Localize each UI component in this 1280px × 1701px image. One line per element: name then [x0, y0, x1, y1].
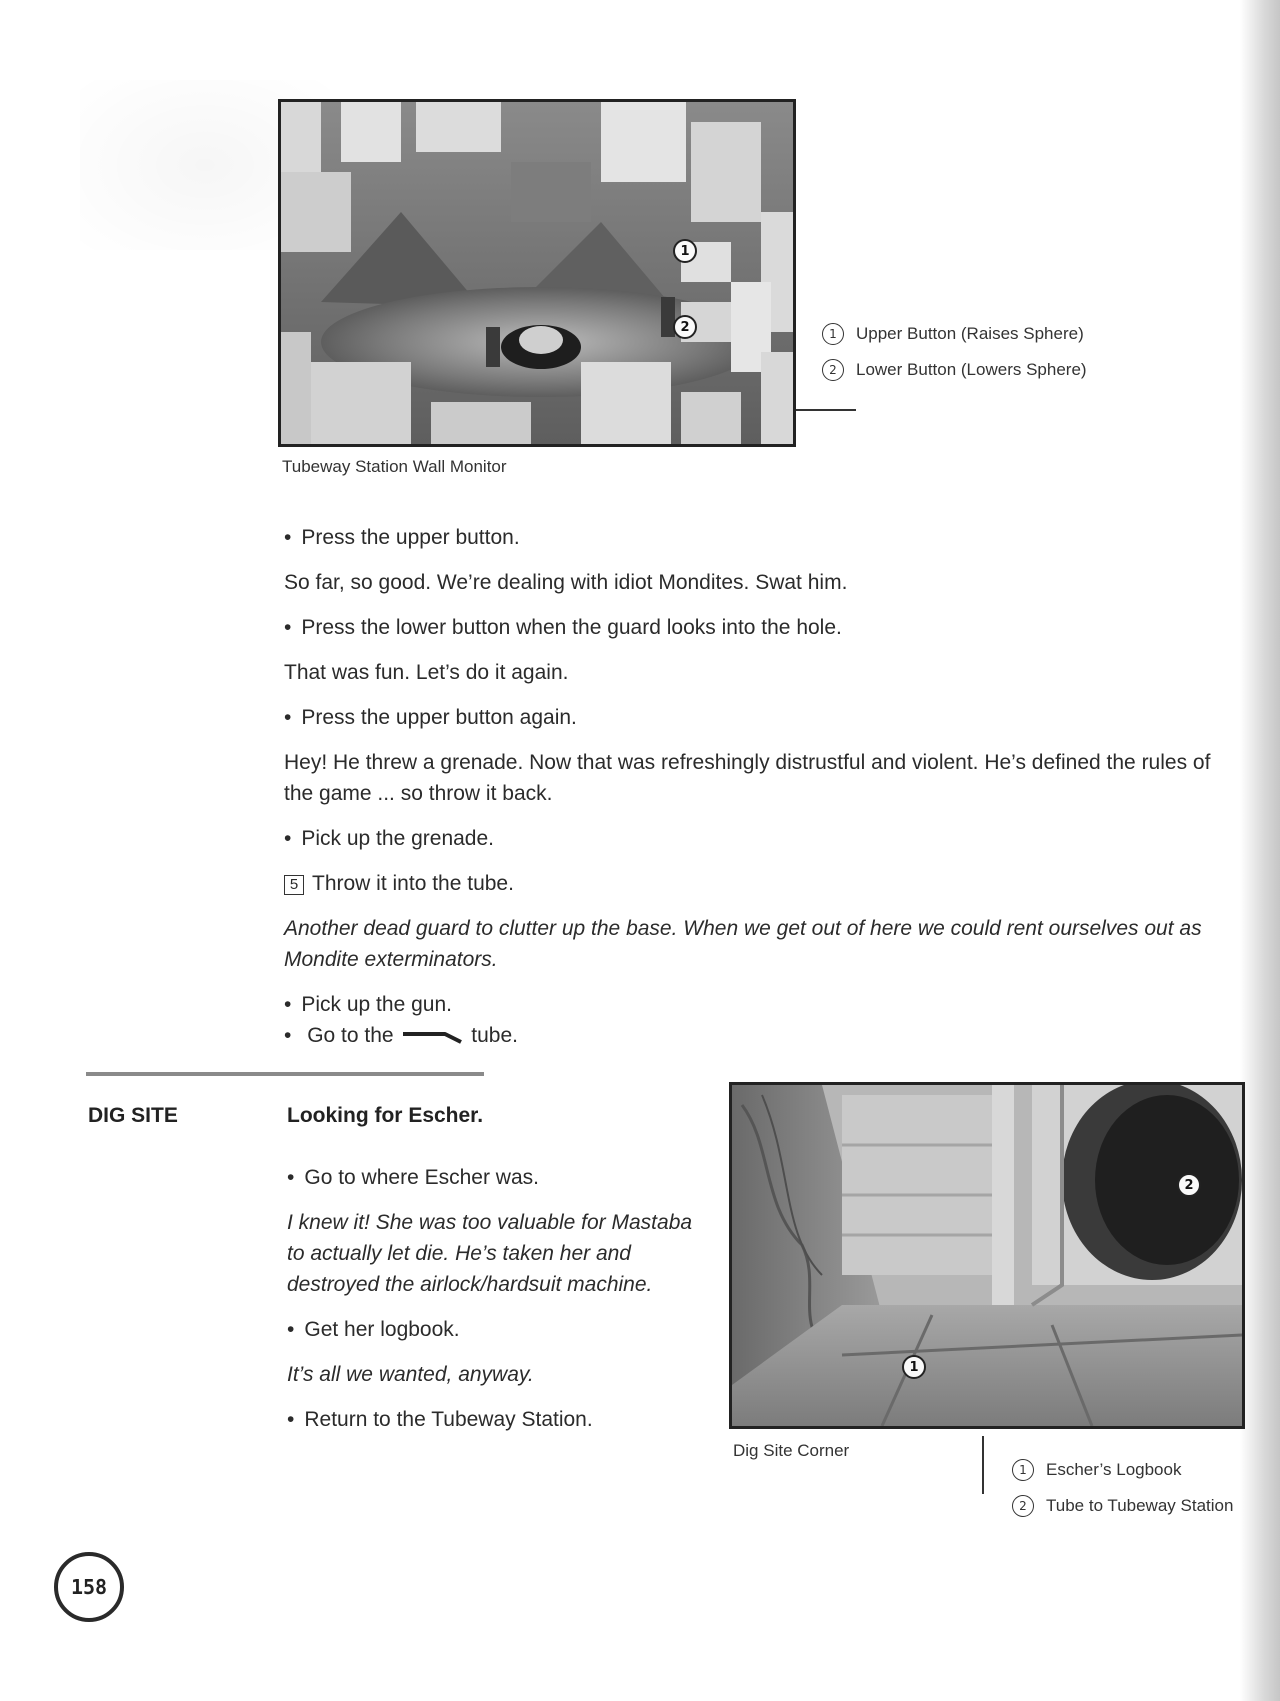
figure-top-legend	[822, 316, 1087, 388]
direction-text-before: Go to the	[307, 1024, 394, 1047]
walkthrough-bullet: • Press the upper button again.	[284, 702, 1229, 733]
dig-site-image	[732, 1085, 1242, 1426]
legend-number: 1	[1012, 1459, 1034, 1481]
tubeway-monitor-screenshot	[278, 99, 796, 447]
page-edge-shadow	[1240, 0, 1280, 1701]
legend-item	[822, 352, 1087, 388]
dig-site-italic-paragraph: I knew it! She was too valuable for Mastaba to actually let die. He’s taken her and destroyed the airlock/hardsuit machine.	[287, 1211, 693, 1296]
walkthrough-step	[284, 868, 1229, 899]
section-heading: Looking for Escher.	[287, 1104, 484, 1127]
walkthrough-paragraph: So far, so good. We’re dealing with idiot Mondites. Swat him.	[284, 571, 848, 594]
walkthrough-step-text: Throw it into the tube.	[312, 872, 514, 895]
legend-label: Tube to Tubeway Station	[1046, 1496, 1234, 1515]
legend-item	[822, 316, 1087, 352]
figure-bottom-caption: Dig Site Corner	[733, 1441, 850, 1460]
callout-marker-2: 2	[673, 315, 697, 339]
figure-top-caption: Tubeway Station Wall Monitor	[282, 457, 507, 476]
callout-marker-1: 1	[673, 239, 697, 263]
legend-label: Upper Button (Raises Sphere)	[856, 324, 1084, 343]
dig-site-italic-paragraph: It’s all we wanted, anyway.	[287, 1363, 534, 1386]
walkthrough-bullet: • Press the lower button when the guard looks into the hole.	[284, 612, 1229, 643]
tubeway-monitor-image	[281, 102, 793, 444]
legend-label: Escher’s Logbook	[1046, 1460, 1182, 1479]
legend-number: 2	[822, 359, 844, 381]
legend-item	[1012, 1488, 1233, 1524]
tube-direction-icon	[401, 1028, 463, 1044]
callout-marker-2: 2	[1177, 1173, 1201, 1197]
direction-text-after: tube.	[471, 1024, 518, 1047]
walkthrough-bullet-direction	[284, 1020, 1229, 1051]
walkthrough-italic-paragraph: Another dead guard to clutter up the base. When we get out of here we could rent ourselves out as Mondite exterminators.	[284, 917, 1202, 971]
walkthrough-bullet: • Press the upper button.	[284, 522, 1229, 553]
walkthrough-bullet: • Pick up the gun.	[284, 989, 1229, 1020]
walkthrough-bullet: • Pick up the grenade.	[284, 823, 1229, 854]
figure-bottom-legend	[1012, 1452, 1233, 1524]
page-number: 158	[54, 1552, 124, 1622]
walkthrough-paragraph: That was fun. Let’s do it again.	[284, 661, 569, 684]
walkthrough-paragraph: Hey! He threw a grenade. Now that was refreshingly distrustful and violent. He’s defined the rules of the game ... so throw it back.	[284, 751, 1211, 805]
walkthrough-text	[284, 522, 1229, 1051]
legend-item	[1012, 1452, 1233, 1488]
section-rule	[86, 1072, 484, 1076]
legend-number: 2	[1012, 1495, 1034, 1517]
dig-site-bullet: • Get her logbook.	[287, 1314, 707, 1345]
callout-leader-line	[796, 409, 856, 411]
step-number-box: 5	[284, 875, 304, 895]
callout-leader-line	[982, 1436, 984, 1494]
dig-site-bullet: • Return to the Tubeway Station.	[287, 1404, 707, 1435]
section-label: DIG SITE	[88, 1104, 178, 1127]
callout-marker-1: 1	[902, 1355, 926, 1379]
legend-number: 1	[822, 323, 844, 345]
dig-site-screenshot	[729, 1082, 1245, 1429]
dig-site-text	[287, 1162, 707, 1435]
legend-label: Lower Button (Lowers Sphere)	[856, 360, 1087, 379]
dig-site-bullet: • Go to where Escher was.	[287, 1162, 707, 1193]
